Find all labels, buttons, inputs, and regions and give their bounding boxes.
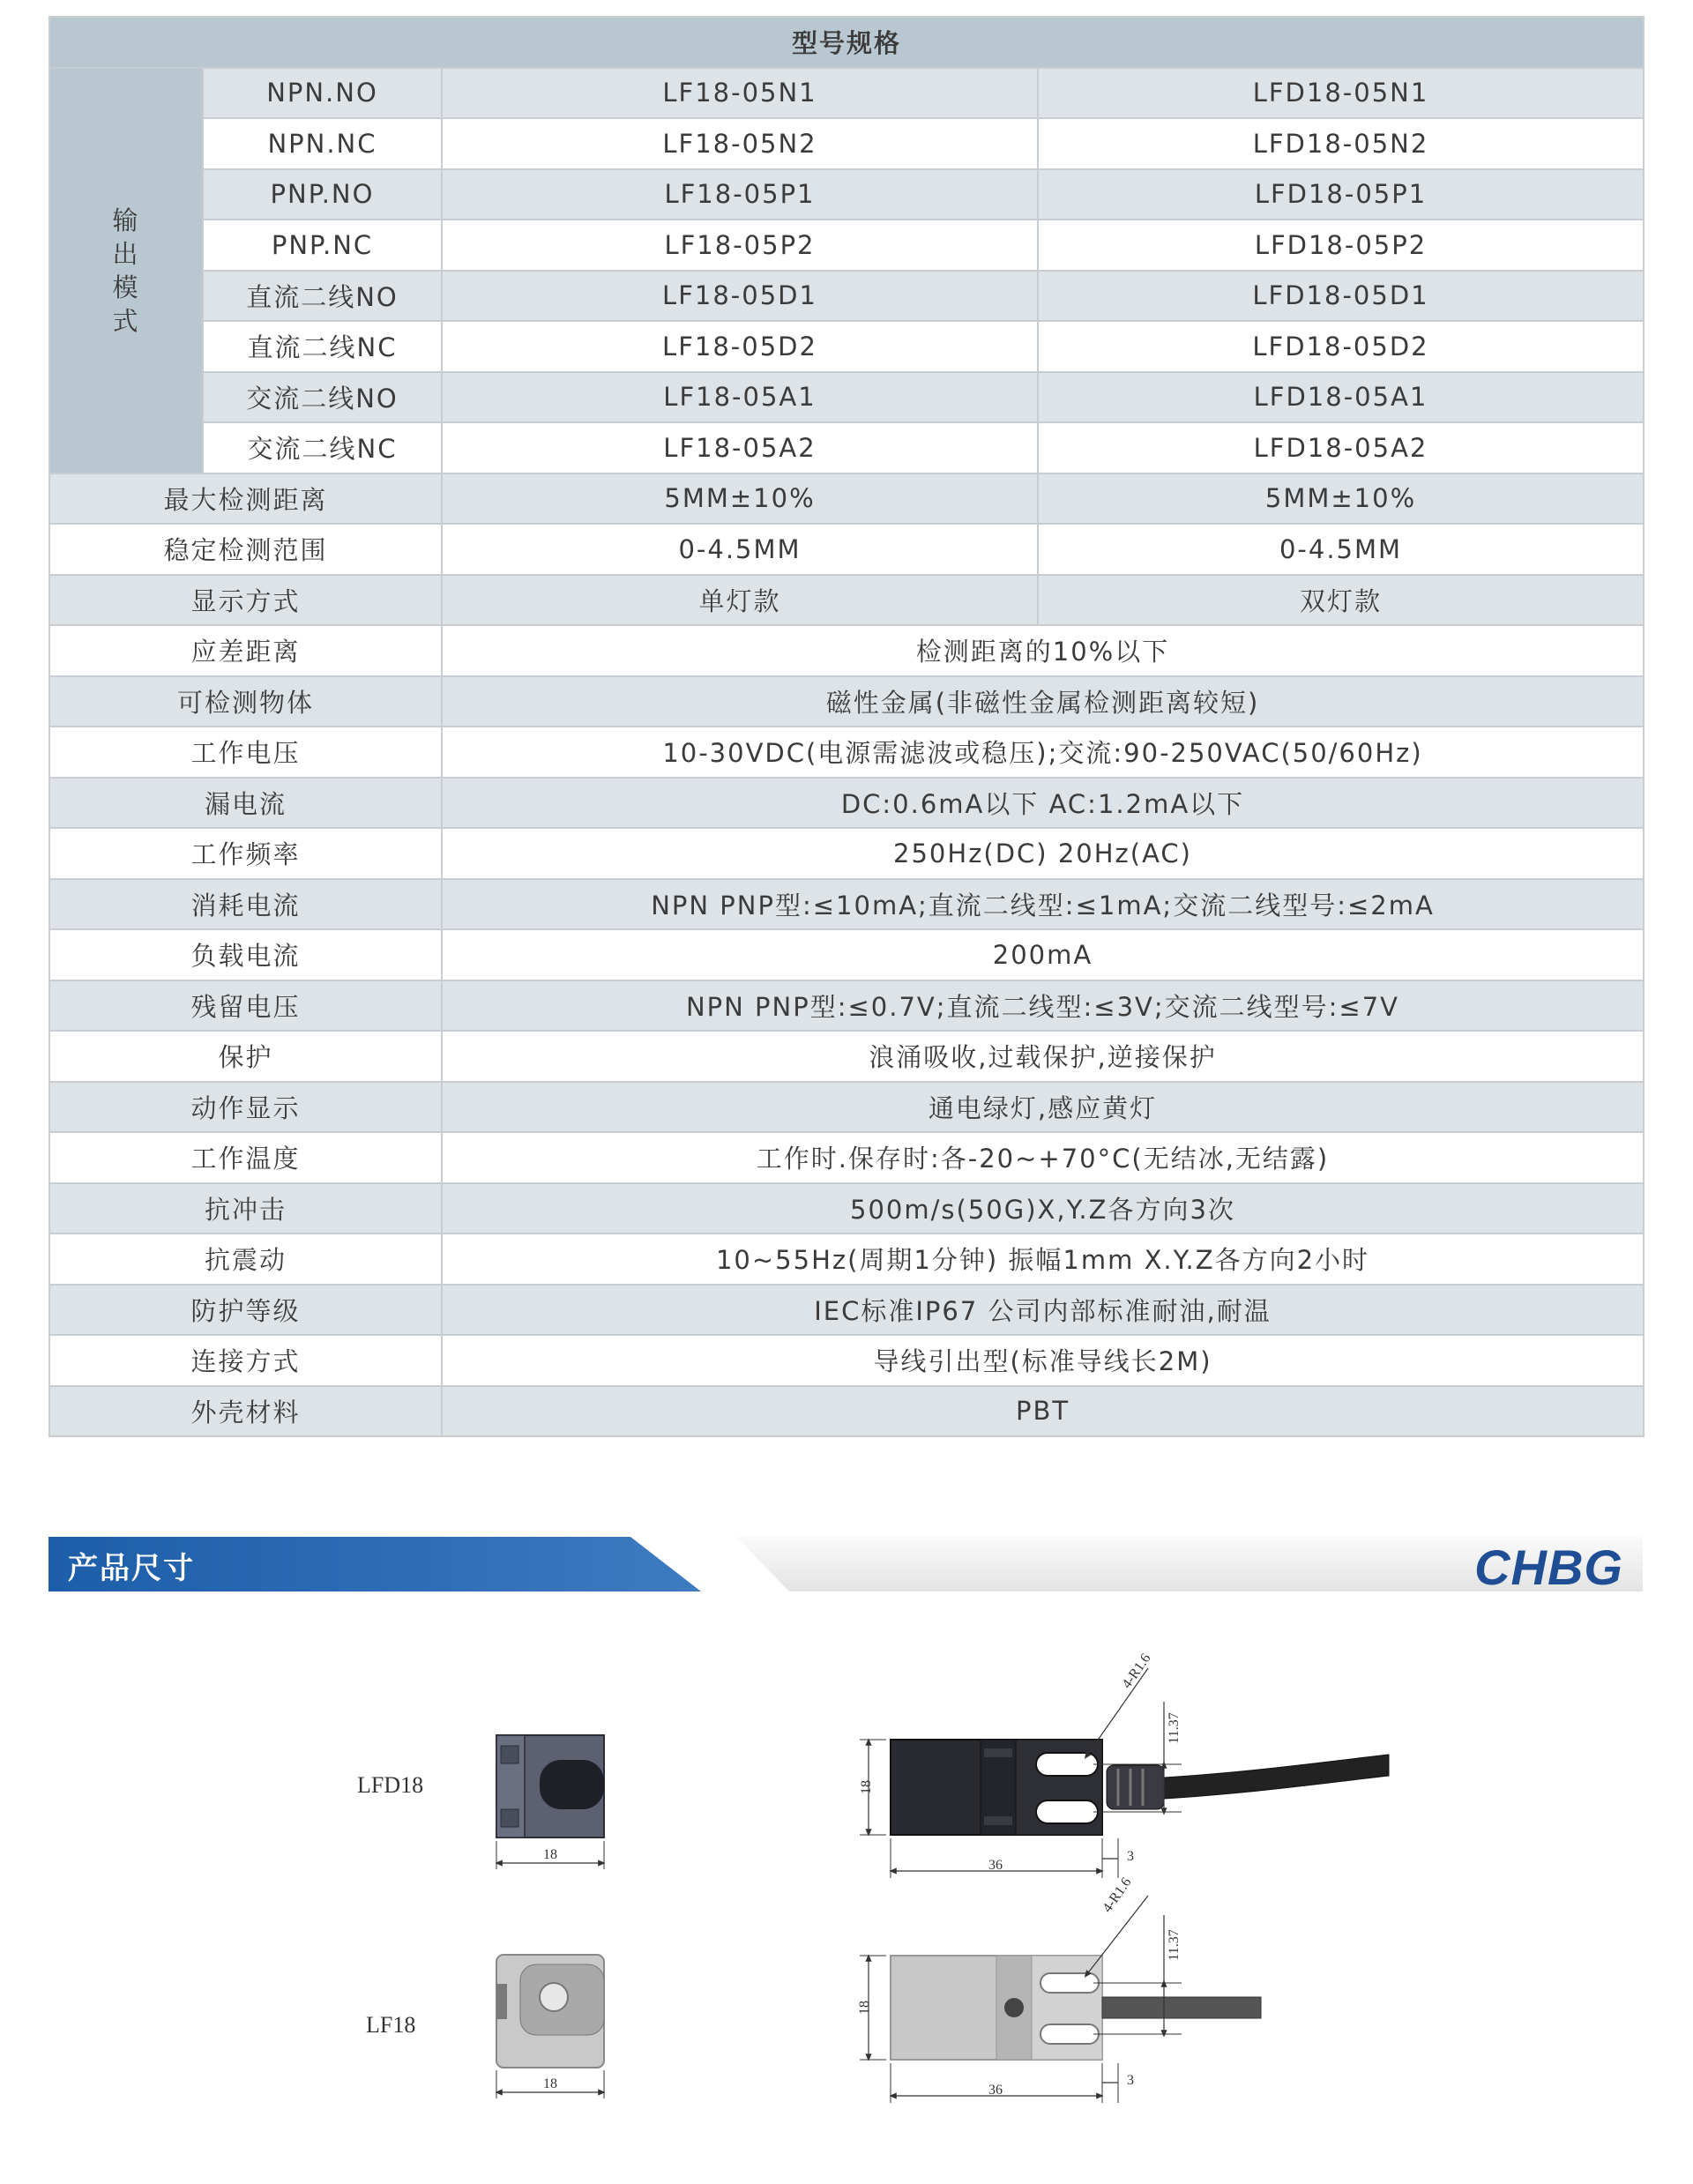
table-row <box>49 220 1644 271</box>
dimension-svg <box>0 1605 1693 2134</box>
output-mode-cell: PNP.NC <box>203 220 442 271</box>
lfd18-length: 36 <box>988 1858 1003 1873</box>
spec-value-cell: 检测距离的10%以下 <box>442 625 1644 676</box>
spec-name-cell: 消耗电流 <box>49 879 442 930</box>
spec-value-cell: IEC标准IP67 公司内部标准耐油,耐温 <box>442 1285 1644 1336</box>
lf-model-cell: LF18-05N2 <box>442 118 1038 169</box>
lfd-value-cell: 双灯款 <box>1038 575 1644 626</box>
spec-name-cell: 连接方式 <box>49 1335 442 1386</box>
table-row <box>49 1031 1644 1082</box>
lfd-model-cell: LFD18-05P1 <box>1038 169 1644 220</box>
lf-model-cell: LF18-05A2 <box>442 422 1038 473</box>
output-mode-cell: 交流二线NO <box>203 372 442 423</box>
output-mode-cell: PNP.NO <box>203 169 442 220</box>
lf-model-cell: LF18-05P1 <box>442 169 1038 220</box>
spec-name-cell: 抗冲击 <box>49 1183 442 1234</box>
table-row <box>49 1234 1644 1285</box>
table-row <box>49 879 1644 930</box>
lfd18-front-width: 18 <box>543 1847 557 1862</box>
spec-value-cell: 导线引出型(标准导线长2M) <box>442 1335 1644 1386</box>
output-mode-cell: 直流二线NC <box>203 321 442 372</box>
table-row <box>49 727 1644 778</box>
table-row <box>49 778 1644 829</box>
lfd-model-cell: LFD18-05N2 <box>1038 118 1644 169</box>
spec-name-cell: 工作温度 <box>49 1132 442 1183</box>
table-row <box>49 473 1644 525</box>
lfd18-side-view <box>859 1651 1389 1878</box>
spec-value-cell: 浪涌吸收,过载保护,逆接保护 <box>442 1031 1644 1082</box>
spec-name-cell: 保护 <box>49 1031 442 1082</box>
lfd-model-cell: LFD18-05A2 <box>1038 422 1644 473</box>
spec-name-cell: 工作频率 <box>49 828 442 879</box>
spec-name-cell: 应差距离 <box>49 625 442 676</box>
spec-name-cell: 工作电压 <box>49 727 442 778</box>
spec-name-cell: 残留电压 <box>49 980 442 1032</box>
table-row <box>49 980 1644 1032</box>
lf-value-cell: 0-4.5MM <box>442 524 1038 575</box>
product-dimensions-banner <box>48 1537 1643 1595</box>
lfd18-hole-pitch: 11.37 <box>1167 1712 1182 1744</box>
output-mode-cell: NPN.NC <box>203 118 442 169</box>
spec-value-cell: PBT <box>442 1386 1644 1437</box>
table-row <box>49 575 1644 626</box>
lfd18-tab: 3 <box>1127 1849 1134 1864</box>
lfd-model-cell: LFD18-05D1 <box>1038 271 1644 322</box>
lfd18-front-view <box>496 1735 604 1869</box>
table-row <box>49 422 1644 473</box>
spec-name-cell: 漏电流 <box>49 778 442 829</box>
lfd-value-cell: 5MM±10% <box>1038 473 1644 525</box>
table-row <box>49 321 1644 372</box>
lfd18-height: 18 <box>859 1780 874 1794</box>
output-mode-cell: NPN.NO <box>203 68 442 119</box>
table-row <box>49 828 1644 879</box>
spec-name-cell: 最大检测距离 <box>49 473 442 525</box>
lf-model-cell: LF18-05A1 <box>442 372 1038 423</box>
spec-section <box>48 16 1643 1437</box>
output-mode-cell: 交流二线NC <box>203 422 442 473</box>
output-mode-cell: 直流二线NO <box>203 271 442 322</box>
lfd-model-cell: LFD18-05D2 <box>1038 321 1644 372</box>
table-row <box>49 1082 1644 1133</box>
lf18-front-width: 18 <box>543 2076 557 2091</box>
lf-model-cell: LF18-05N1 <box>442 68 1038 119</box>
spec-value-cell: NPN PNP型:≤0.7V;直流二线型:≤3V;交流二线型号:≤7V <box>442 980 1644 1032</box>
spec-value-cell: NPN PNP型:≤10mA;直流二线型:≤1mA;交流二线型号:≤2mA <box>442 879 1644 930</box>
spec-name-cell: 显示方式 <box>49 575 442 626</box>
spec-value-cell: 工作时.保存时:各-20~+70°C(无结冰,无结露) <box>442 1132 1644 1183</box>
spec-value-cell: 200mA <box>442 929 1644 980</box>
dimension-drawings <box>0 1605 1693 2134</box>
table-row <box>49 118 1644 169</box>
spec-value-cell: 500m/s(50G)X,Y.Z各方向3次 <box>442 1183 1644 1234</box>
lfd-model-cell: LFD18-05A1 <box>1038 372 1644 423</box>
spec-name-cell: 可检测物体 <box>49 676 442 727</box>
model-label-lfd18: LFD18 <box>357 1772 424 1798</box>
spec-name-cell: 负载电流 <box>49 929 442 980</box>
spec-value-cell: 通电绿灯,感应黄灯 <box>442 1082 1644 1133</box>
spec-value-cell: 10~55Hz(周期1分钟) 振幅1mm X.Y.Z各方向2小时 <box>442 1234 1644 1285</box>
lf18-front-view <box>496 1955 604 2098</box>
table-title: 型号规格 <box>49 17 1644 68</box>
spec-table <box>48 16 1645 1437</box>
table-row <box>49 1386 1644 1437</box>
lf18-side-view <box>857 1875 1261 2103</box>
chbg-logo: CHBG <box>1474 1539 1623 1595</box>
lfd18-radius: 4-R1.6 <box>1119 1651 1154 1692</box>
lfd-model-cell: LFD18-05P2 <box>1038 220 1644 271</box>
lfd-model-cell: LFD18-05N1 <box>1038 68 1644 119</box>
table-row <box>49 1285 1644 1336</box>
lf18-height: 18 <box>857 2001 872 2015</box>
table-row <box>49 625 1644 676</box>
table-row <box>49 929 1644 980</box>
spec-name-cell: 防护等级 <box>49 1285 442 1336</box>
lf-model-cell: LF18-05D1 <box>442 271 1038 322</box>
table-row <box>49 676 1644 727</box>
spec-name-cell: 稳定检测范围 <box>49 524 442 575</box>
lf18-hole-pitch: 11.37 <box>1167 1929 1182 1961</box>
model-label-lf18: LF18 <box>366 2012 416 2038</box>
table-row <box>49 68 1644 119</box>
section-title: 产品尺寸 <box>68 1551 195 1586</box>
spec-value-cell: 250Hz(DC) 20Hz(AC) <box>442 828 1644 879</box>
lf18-length: 36 <box>988 2083 1003 2098</box>
output-mode-group-label: 输 出 模 式 <box>49 68 203 473</box>
spec-value-cell: 10-30VDC(电源需滤波或稳压);交流:90-250VAC(50/60Hz) <box>442 727 1644 778</box>
lf18-tab: 3 <box>1127 2073 1134 2088</box>
table-row <box>49 524 1644 575</box>
lf-model-cell: LF18-05P2 <box>442 220 1038 271</box>
lf-value-cell: 5MM±10% <box>442 473 1038 525</box>
spec-value-cell: 磁性金属(非磁性金属检测距离较短) <box>442 676 1644 727</box>
table-row <box>49 1183 1644 1234</box>
table-row <box>49 1132 1644 1183</box>
spec-value-cell: DC:0.6mA以下 AC:1.2mA以下 <box>442 778 1644 829</box>
lfd-value-cell: 0-4.5MM <box>1038 524 1644 575</box>
spec-name-cell: 外壳材料 <box>49 1386 442 1437</box>
table-row <box>49 169 1644 220</box>
lf-model-cell: LF18-05D2 <box>442 321 1038 372</box>
lf-value-cell: 单灯款 <box>442 575 1038 626</box>
table-row <box>49 372 1644 423</box>
spec-name-cell: 动作显示 <box>49 1082 442 1133</box>
lf18-radius: 4-R1.6 <box>1100 1875 1135 1916</box>
spec-name-cell: 抗震动 <box>49 1234 442 1285</box>
table-row <box>49 1335 1644 1386</box>
table-row <box>49 271 1644 322</box>
